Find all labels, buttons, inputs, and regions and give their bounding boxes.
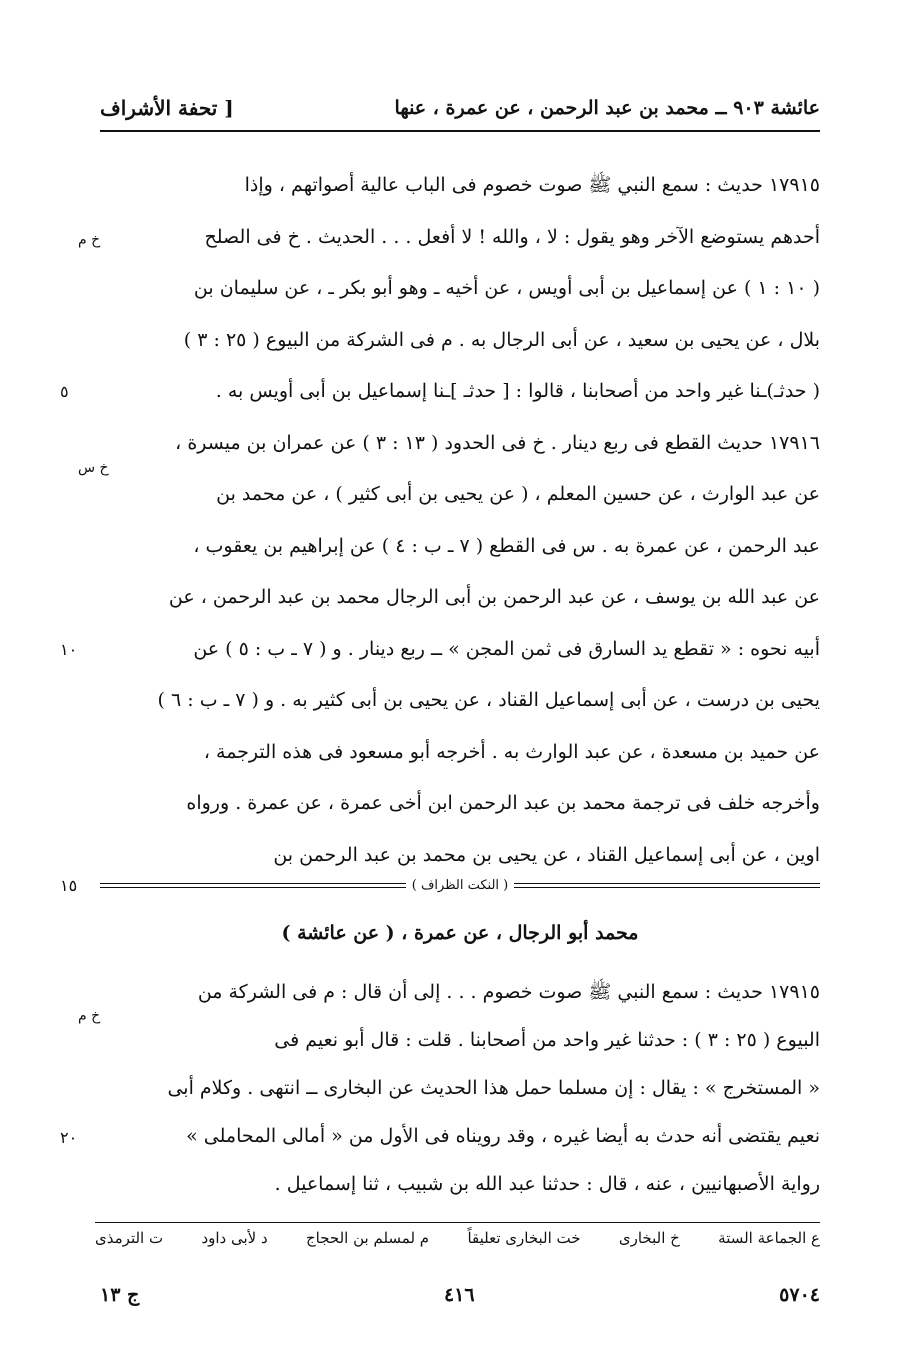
legend-item: ع الجماعة الستة [718, 1229, 820, 1247]
text-line: عن عبد الله بن يوسف ، عن عبد الرحمن بن أبى الرجال محمد بن عبد الرحمن ، عن [168, 586, 820, 608]
header-left-title: [ تحفة الأشراف [100, 96, 234, 120]
text-line: ( حدثـ)ـنا غير واحد من أصحابنا ، قالوا : [ حدثـ ]ـنا إسماعيل بن أبى أويس به . [215, 380, 820, 402]
separator-rule [100, 883, 406, 888]
text-line: أبيه نحوه : « تقطع يد السارق فى ثمن المجن » ــ ربع دينار . و ( ٧ ـ ب : ٥ ) عن [193, 637, 820, 660]
notes-line: رواية الأصبهانيين ، عنه ، قال : حدثنا عبد الله بن شبيب ، ثنا إسماعيل . [274, 1173, 820, 1195]
legend-item: ت الترمذى [95, 1229, 164, 1247]
legend-item: خ البخارى [618, 1229, 680, 1247]
notes-line: « المستخرج » : يقال : إن مسلما حمل هذا الحديث عن البخارى ــ انتهى . وكلام أبى [167, 1077, 820, 1099]
notes-text [100, 968, 820, 1208]
sub-heading: محمد أبو الرجال ، عن عمرة ، ( عن عائشة ) [281, 922, 639, 944]
separator-label: ( النكت الظراف ) [411, 877, 509, 893]
notes-line: نعيم يقتضى أنه حدث به أيضا غيره ، وقد رويناه فى الأول من « أمالى المحاملى » [186, 1125, 820, 1147]
line-number: ١٥ [60, 876, 78, 895]
text-line: ( ١٠ : ١ ) عن إسماعيل بن أبى أويس ، عن أخيه ـ وهو أبو بكر ـ ، عن سليمان بن [193, 277, 820, 299]
notes-line: ١٧٩١٥ حديث : سمع النبي ﷺ صوت خصوم . . . إلى أن قال : م فى الشركة من [197, 981, 820, 1003]
page-header [100, 86, 820, 132]
text-line: عبد الرحمن ، عن عمرة به . س فى القطع ( ٧ ـ ب : ٤ ) عن إبراهيم بن يعقوب ، [193, 534, 820, 557]
abbreviation-legend [95, 1222, 820, 1247]
legend-item: م لمسلم بن الحجاج [305, 1229, 430, 1247]
legend-item: د لأبى داود [201, 1229, 268, 1247]
text-line: عن عبد الوارث ، عن حسين المعلم ، ( عن يحيى بن أبى كثير ) ، عن محمد بن [216, 483, 820, 505]
header-right-title: عائشة ٩٠٣ ــ محمد بن عبد الرحمن ، عن عمرة ، عنها [394, 97, 820, 119]
margin-mark: خ س [78, 460, 109, 476]
line-number: ١٠ [60, 640, 78, 659]
text-line: وأخرجه خلف فى ترجمة محمد بن عبد الرحمن ابن أخى عمرة ، عن عمرة . ورواه [186, 792, 820, 814]
footer-hadith-number: ٥٧٠٤ [779, 1284, 820, 1306]
page-number: ٤١٦ [443, 1284, 475, 1306]
page-footer [100, 1284, 820, 1306]
text-line: أحدهم يستوضع الآخر وهو يقول : لا ، والله ! لا أفعل . . . الحديث . خ فى الصلح [204, 225, 820, 248]
text-line: عن حميد بن مسعدة ، عن عبد الوارث به . أخرجه أبو مسعود فى هذه الترجمة ، [203, 740, 820, 763]
legend-item: خت البخارى تعليقاً [467, 1229, 581, 1247]
main-text [100, 160, 820, 881]
section-separator [100, 878, 820, 892]
text-line: ١٧٩١٦ حديث القطع فى ربع دينار . خ فى الحدود ( ١٣ : ٣ ) عن عمران بن ميسرة ، [175, 431, 820, 454]
line-number: ٥ [60, 382, 69, 401]
line-number: ٢٠ [60, 1128, 78, 1147]
separator-rule [514, 883, 820, 888]
notes-margin-mark: خ م [78, 1008, 101, 1024]
volume-number: ج ١٣ [100, 1284, 140, 1306]
notes-line: البيوع ( ٢٥ : ٣ ) : حدثنا غير واحد من أصحابنا . قلت : قال أبو نعيم فى [274, 1029, 820, 1051]
margin-mark: خ م [78, 232, 101, 248]
text-line: بلال ، عن يحيى بن سعيد ، عن أبى الرجال به . م فى الشركة من البيوع ( ٢٥ : ٣ ) [183, 328, 820, 351]
text-line: يحيى بن درست ، عن أبى إسماعيل القناد ، عن يحيى بن أبى كثير به . و ( ٧ ـ ب : ٦ ) [157, 689, 820, 711]
text-line: ١٧٩١٥ حديث : سمع النبي ﷺ صوت خصوم فى الباب عالية أصواتهم ، وإذا [244, 174, 820, 196]
text-line: اوين ، عن أبى إسماعيل القناد ، عن يحيى بن محمد بن عبد الرحمن بن [273, 843, 820, 866]
